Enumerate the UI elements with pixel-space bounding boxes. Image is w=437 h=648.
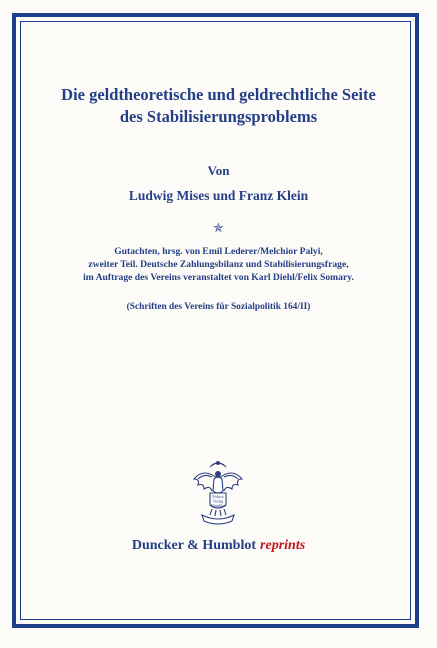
title-line: Die geldtheoretische und geldrechtliche Seite [61,85,376,104]
reprints-label: reprints [260,538,306,553]
emblem-text-1: Fiducit [212,494,224,499]
emblem-text-3: Humblot [210,503,226,508]
von-label: Von [207,163,230,178]
emblem-text-2: Verlag [212,498,224,504]
eagle-emblem-icon [190,457,246,527]
title-line: des Stabilisierungsproblems [119,107,318,126]
details-line: Gutachten, hrsg. von Emil Lederer/Melchior Palyi, [114,246,323,257]
series-note: (Schriften des Vereins für Sozialpolitik 164/II) [126,302,311,312]
publisher-name: Duncker & Humblot [131,538,257,553]
publication-details [28,245,409,284]
details-line: zweiter Teil. Deutsche Zahlungsbilanz und Stabilisierungsfrage, [88,259,349,270]
star-separator-icon: ✯ [213,220,224,235]
book-title [28,84,409,128]
authors: Ludwig Mises und Franz Klein [128,188,309,203]
details-line: im Auftrage des Vereins veranstaltet von Karl Diehl/Felix Somary. [83,272,354,283]
publisher-imprint [28,537,409,555]
